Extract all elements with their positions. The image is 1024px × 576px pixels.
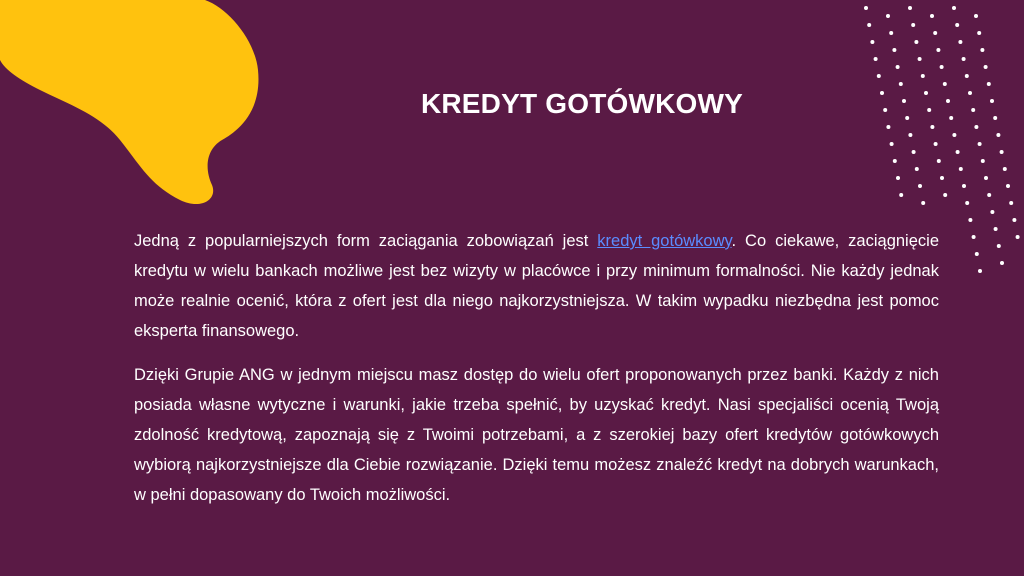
decorative-dot	[940, 65, 944, 69]
decorative-dot	[975, 252, 979, 256]
decorative-dot	[972, 235, 976, 239]
decorative-dot	[1006, 184, 1010, 188]
decorative-dot	[1000, 150, 1004, 154]
decorative-dot	[974, 14, 978, 18]
decorative-dot	[978, 142, 982, 146]
decorative-dot	[1009, 201, 1013, 205]
decorative-dot	[1000, 261, 1004, 265]
decorative-dot	[940, 176, 944, 180]
decorative-dot	[886, 125, 890, 129]
decorative-dot	[959, 167, 963, 171]
kredyt-gotowkowy-link[interactable]: kredyt gotówkowy	[597, 232, 732, 250]
decorative-dot	[968, 218, 972, 222]
decorative-dot	[987, 193, 991, 197]
decorative-dot	[912, 150, 916, 154]
decorative-dot	[965, 74, 969, 78]
decorative-dot	[994, 227, 998, 231]
decorative-dot	[952, 6, 956, 10]
paragraph-1-text-start: Jedną z popularniejszych form zaciągania zobowiązań jest	[134, 232, 598, 250]
decorative-dot	[958, 40, 962, 44]
decorative-dot	[911, 23, 915, 27]
decorative-dot	[914, 40, 918, 44]
decorative-dot	[921, 74, 925, 78]
paragraph-1-text-end: . Co ciekawe, zaciągnięcie kredytu w wielu bankach możliwe jest bez wizyty w placówce i przy minimum formalności. Nie każdy jednak może realnie ocenić, która z ofert jest dla niego najkorzystniejsza. W takim wypadku niezbędna jest pomoc eksperta finansowego.	[134, 232, 939, 340]
decorative-dot	[921, 201, 925, 205]
decorative-dot	[981, 159, 985, 163]
decorative-dot	[952, 133, 956, 137]
decorative-dot	[955, 23, 959, 27]
decorative-dot	[908, 6, 912, 10]
decorative-dot	[978, 269, 982, 273]
decorative-dot	[930, 125, 934, 129]
decorative-dot	[918, 57, 922, 61]
decorative-dot	[886, 14, 890, 18]
decorative-dot	[990, 210, 994, 214]
decorative-dot	[915, 167, 919, 171]
decorative-dot	[965, 201, 969, 205]
decorative-dot	[996, 133, 1000, 137]
decorative-dot	[977, 31, 981, 35]
decorative-dot	[956, 150, 960, 154]
decorative-dot	[984, 65, 988, 69]
decorative-dot	[896, 65, 900, 69]
decorative-dot	[937, 159, 941, 163]
decorative-dot	[943, 82, 947, 86]
decorative-dot	[889, 31, 893, 35]
decorative-dot	[962, 57, 966, 61]
decorative-dot	[1012, 218, 1016, 222]
decorative-dot	[1016, 235, 1020, 239]
decorative-dot	[864, 6, 868, 10]
decorative-dot	[877, 74, 881, 78]
decorative-dot	[870, 40, 874, 44]
decorative-dot	[892, 48, 896, 52]
decorative-dot	[933, 31, 937, 35]
decorative-dot	[987, 82, 991, 86]
decorative-dot	[974, 125, 978, 129]
decorative-dot	[908, 133, 912, 137]
decorative-dot	[899, 82, 903, 86]
page-title: KREDYT GOTÓWKOWY	[420, 88, 744, 119]
decorative-dot	[893, 159, 897, 163]
decorative-dot	[930, 14, 934, 18]
decorative-dot	[874, 57, 878, 61]
decorative-dot	[997, 244, 1001, 248]
decorative-dot	[896, 176, 900, 180]
decorative-dot	[867, 23, 871, 27]
decorative-dot	[936, 48, 940, 52]
decorative-dot	[980, 48, 984, 52]
decorative-dot	[918, 184, 922, 188]
decorative-dot	[962, 184, 966, 188]
decorative-dot	[984, 176, 988, 180]
content-body	[134, 226, 939, 524]
paragraph-1	[134, 226, 939, 346]
decorative-dot	[943, 193, 947, 197]
decorative-dot	[890, 142, 894, 146]
decorative-dot	[934, 142, 938, 146]
paragraph-2: Dzięki Grupie ANG w jednym miejscu masz dostęp do wielu ofert proponowanych przez banki. Każdy z nich posiada własne wytyczne i warunki, jakie trzeba spełnić, by uzyskać kredyt. Nasi specjaliści ocenią Twoją zdolność kredytową, zapoznają się z Twoimi potrzebami, a z szerokiej bazy ofert kredytów gotówkowych wybiorą najkorzystniejsze dla Ciebie rozwiązanie. Dzięki temu możesz znaleźć kredyt na dobrych warunkach, w pełni dopasowany do Twoich możliwości.	[134, 366, 939, 504]
decorative-dot	[1003, 167, 1007, 171]
decorative-dot	[899, 193, 903, 197]
